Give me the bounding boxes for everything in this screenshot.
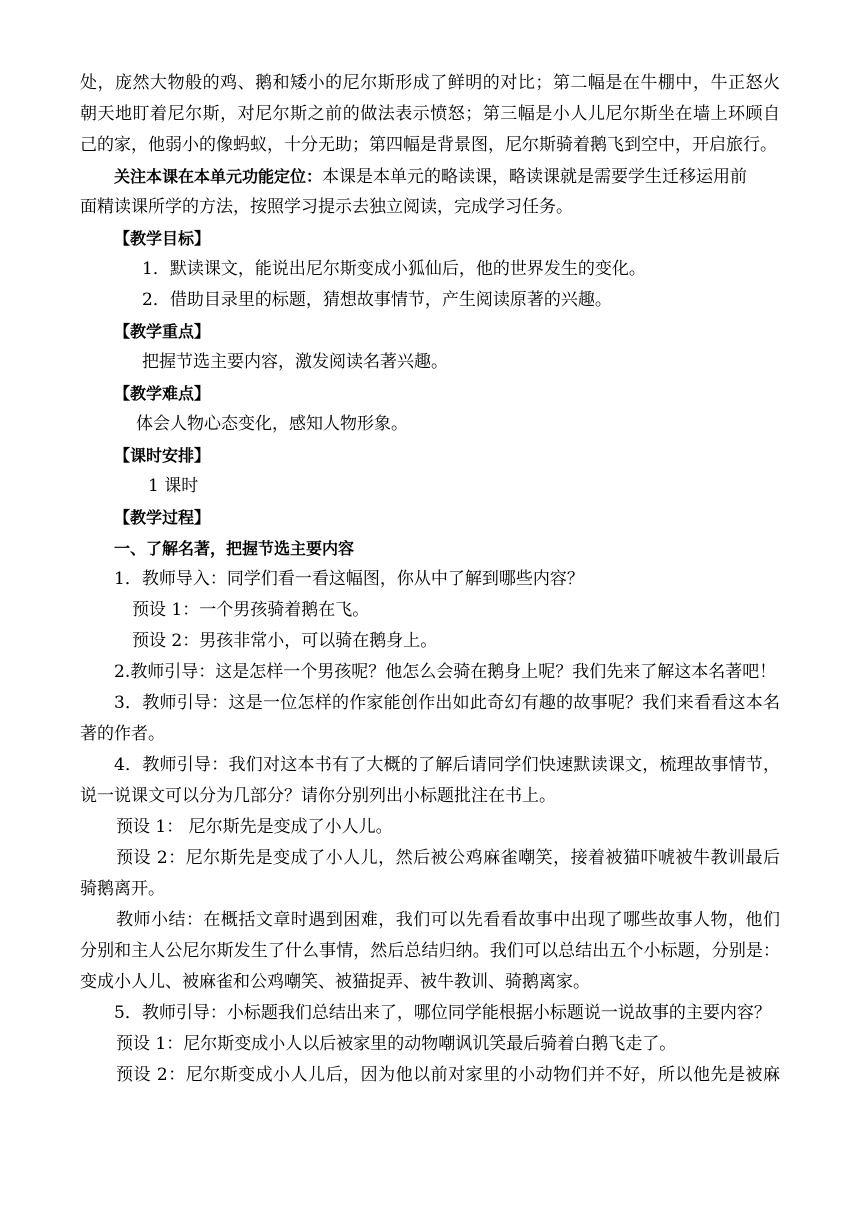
step-4-line: 4．教师引导：我们对这本书有了大概的了解后请同学们快速默读课文，梳理故事情节， (114, 755, 780, 775)
unit-position-line: 面精读课所学的方法，按照学习提示去独立阅读，完成学习任务。 (80, 197, 573, 217)
step-3-line: 3．教师引导：这是一位怎样的作家能创作出如此奇幻有趣的故事呢？我们来看看这本名 (114, 693, 780, 713)
unit-position-paragraph (80, 161, 780, 192)
schedule-heading: 【课时安排】 (114, 446, 211, 465)
step-1: 1．教师导入：同学们看一看这幅图，你从中了解到哪些内容？ (114, 569, 584, 589)
goal-item: 1．默读课文，能说出尼尔斯变成小狐仙后，他的世界发生的变化。 (142, 259, 646, 279)
step-4-preset-2-line: 骑鹅离开。 (80, 879, 165, 899)
step-1-preset-1: 预设 1：一个男孩骑着鹅在飞。 (132, 600, 370, 620)
document-body (80, 68, 780, 1091)
schedule-text: 1 课时 (148, 476, 199, 496)
step-1-preset-2: 预设 2：男孩非常小，可以骑在鹅身上。 (132, 631, 438, 651)
difficulty-text: 体会人物心态变化，感知人物形象。 (136, 414, 408, 434)
step-5: 5．教师引导：小标题我们总结出来了，哪位同学能根据小标题说一说故事的主要内容？ (114, 1003, 771, 1023)
step-3-line: 著的作者。 (80, 724, 165, 744)
step-5-preset-1: 预设 1：尼尔斯变成小人以后被家里的动物嘲讽讥笑最后骑着白鹅飞走了。 (116, 1034, 677, 1054)
key-points-heading: 【教学重点】 (114, 322, 211, 341)
step-4-line: 说一说课文可以分为几部分？请你分别列出小标题批注在书上。 (80, 786, 556, 806)
goal-item: 2．借助目录里的标题，猜想故事情节，产生阅读原著的兴趣。 (142, 290, 612, 310)
teacher-summary-line: 变成小人儿、被麻雀和公鸡嘲笑、被猫捉弄、被牛教训、骑鹅离家。 (80, 972, 590, 992)
intro-paragraph-line: 朝天地盯着尼尔斯，对尼尔斯之前的做法表示愤怒；第三幅是小人儿尼尔斯坐在墙上环顾自 (80, 104, 780, 124)
intro-paragraph-line: 处，庞然大物般的鸡、鹅和矮小的尼尔斯形成了鲜明的对比；第二幅是在牛棚中，牛正怒火 (80, 73, 780, 93)
key-points-text: 把握节选主要内容，激发阅读名著兴趣。 (142, 352, 448, 372)
step-2: 2.教师引导：这是怎样一个男孩呢？他怎么会骑在鹅身上呢？我们先来了解这本名著吧！ (114, 662, 777, 682)
step-4-preset-2-line: 预设 2：尼尔斯先是变成了小人儿，然后被公鸡麻雀嘲笑，接着被猫吓唬被牛教训最后 (116, 848, 780, 868)
difficulty-heading: 【教学难点】 (114, 384, 211, 403)
teacher-summary-line: 教师小结：在概括文章时遇到困难，我们可以先看看故事中出现了哪些故事人物，他们 (116, 910, 780, 930)
process-heading: 【教学过程】 (114, 508, 211, 527)
unit-position-label: 关注本课在本单元功能定位： (114, 167, 323, 186)
teacher-summary-line: 分别和主人公尼尔斯发生了什么事情，然后总结归纳。我们可以总结出五个小标题，分别是： (80, 941, 780, 961)
intro-paragraph-line: 己的家，他弱小的像蚂蚁，十分无助；第四幅是背景图，尼尔斯骑着鹅飞到空中，开启旅行。 (80, 135, 777, 155)
step-5-preset-2: 预设 2：尼尔斯变成小人儿后，因为他以前对家里的小动物们并不好，所以他先是被麻 (116, 1065, 780, 1085)
goals-heading: 【教学目标】 (114, 229, 211, 248)
unit-position-text: 本课是本单元的略读课，略读课就是需要学生迁移运用前 (322, 167, 748, 187)
step-4-preset-1: 预设 1： 尼尔斯先是变成了小人儿。 (116, 817, 393, 837)
part-one-title: 一、了解名著，把握节选主要内容 (114, 539, 355, 558)
